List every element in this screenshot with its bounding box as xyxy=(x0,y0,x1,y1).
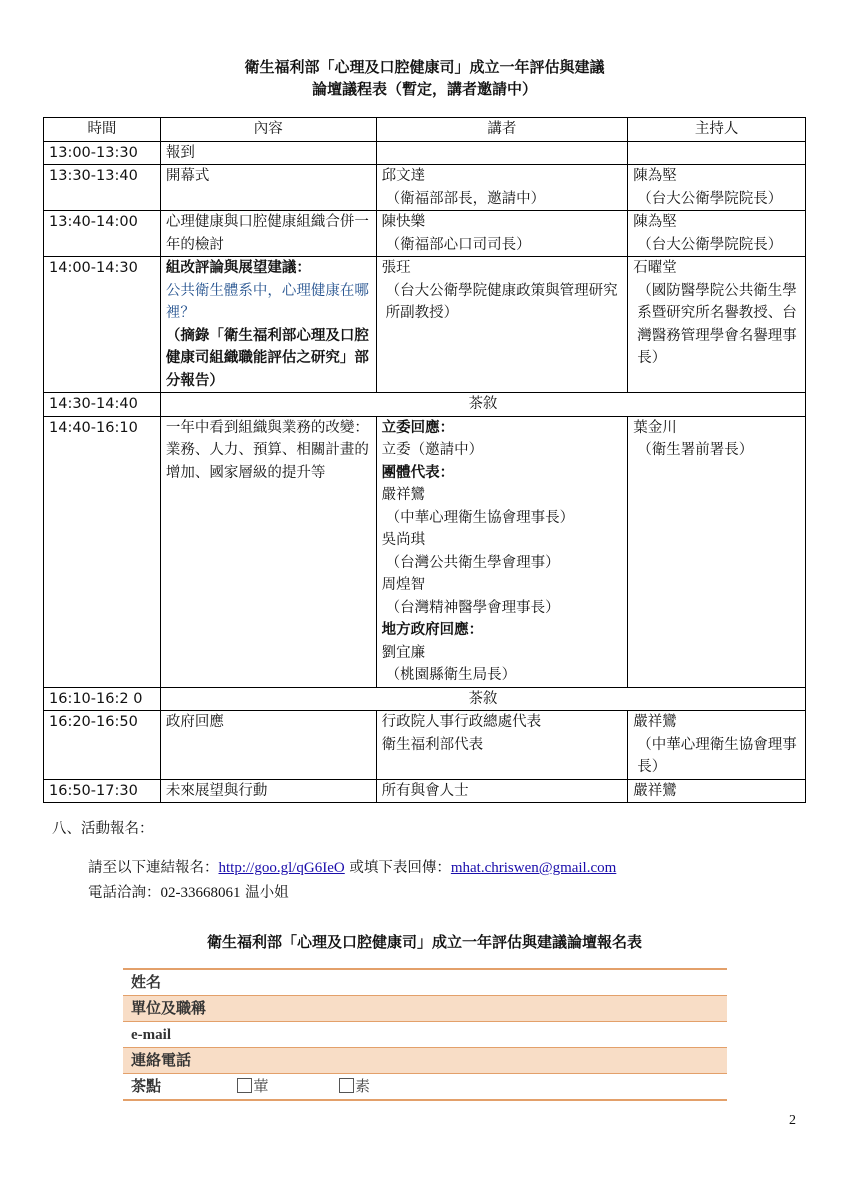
speaker-title: （台大公衛學院健康政策與管理研究所副教授） xyxy=(385,282,618,321)
document-title: 衛生福利部「心理及口腔健康司」成立一年評估與建議 xyxy=(244,58,605,76)
speaker-name: 行政院人事行政總處代表 xyxy=(381,714,542,730)
checkbox-icon[interactable] xyxy=(339,1078,354,1093)
time-cell: 14:00-14:30 xyxy=(44,257,161,393)
email-label: e-mail xyxy=(131,1027,171,1043)
table-row xyxy=(44,779,806,803)
table-row xyxy=(44,687,806,711)
form-title: 衛生福利部「心理及口腔健康司」成立一年評估與建議論壇報名表 xyxy=(206,933,642,951)
table-header-row xyxy=(44,118,806,142)
host-cell xyxy=(628,211,806,257)
host-title: （台大公衛學院院長） xyxy=(637,190,783,207)
form-row-email[interactable] xyxy=(123,1022,727,1048)
speaker-name: 嚴祥鸞 xyxy=(381,487,426,503)
host-title: （衛生署前署長） xyxy=(637,442,754,458)
speaker-cell xyxy=(376,257,628,393)
content-cell: 心理健康與口腔健康組織合併一年的檢討 xyxy=(160,211,376,257)
host-cell xyxy=(628,711,806,780)
speaker-cell xyxy=(376,211,628,257)
speaker-group-label: 立委回應： xyxy=(381,419,455,436)
host-cell xyxy=(628,165,806,211)
speaker-name: 吳尚琪 xyxy=(381,532,426,548)
host-name: 陳為堅 xyxy=(633,168,677,184)
speaker-name: 陳快樂 xyxy=(381,214,426,230)
time-cell: 13:40-14:00 xyxy=(44,211,161,257)
host-title: （中華心理衛生協會理事長） xyxy=(637,736,797,775)
speaker-title: （衛福部部長，邀請中） xyxy=(385,190,546,207)
speaker-title: （衛福部心口司司長） xyxy=(385,236,531,253)
header-speaker: 講者 xyxy=(376,118,628,142)
time-cell: 16:20-16:50 xyxy=(44,711,161,780)
registration-prefix: 請至以下連結報名： xyxy=(88,860,219,876)
content-cell: 未來展望與行動 xyxy=(160,779,376,803)
agenda-table xyxy=(43,117,806,803)
meat-option[interactable] xyxy=(237,1077,268,1095)
table-row xyxy=(44,211,806,257)
time-cell: 13:30-13:40 xyxy=(44,165,161,211)
host-cell xyxy=(628,257,806,393)
document-subtitle: 論壇議程表（暫定，講者邀請中） xyxy=(311,80,537,98)
content-note: （摘錄「衛生福利部心理及口腔健康司組織職能評估之研究」部分報告） xyxy=(165,327,369,389)
speaker-cell: 所有與會人士 xyxy=(376,779,628,803)
speaker-title: （桃園縣衛生局長） xyxy=(385,667,517,683)
speaker-title: （中華心理衛生協會理事長） xyxy=(385,509,575,526)
vegetarian-option-label: 素 xyxy=(354,1077,370,1095)
host-title: （台大公衛學院院長） xyxy=(637,236,783,253)
form-row-snack xyxy=(123,1074,727,1099)
header-content: 內容 xyxy=(160,118,376,142)
table-row xyxy=(44,393,806,417)
section-heading: 八、活動報名： xyxy=(52,821,154,837)
speaker-group-label: 地方政府回應： xyxy=(381,622,484,638)
speaker-cell xyxy=(376,141,628,165)
speaker-name: 張玨 xyxy=(381,260,411,276)
unit-label: 單位及職稱 xyxy=(131,999,207,1017)
speaker-cell xyxy=(376,416,628,687)
speaker-cell xyxy=(376,711,628,780)
table-row xyxy=(44,416,806,687)
meat-option-label: 葷 xyxy=(253,1077,269,1095)
form-row-unit[interactable] xyxy=(123,996,727,1022)
registration-middle: 或填下表回傳： xyxy=(344,860,451,876)
speaker-name: 立委（邀請中） xyxy=(381,442,484,458)
host-cell: 嚴祥鸞 xyxy=(628,779,806,803)
speaker-name: 邱文達 xyxy=(381,168,426,184)
time-cell: 13:00-13:30 xyxy=(44,141,161,165)
break-cell: 茶敘 xyxy=(160,687,805,711)
registration-form xyxy=(123,968,727,1101)
content-cell: 一年中看到組織與業務的改變：業務、人力、預算、相關計畫的增加、國家層級的提升等 xyxy=(160,416,376,687)
phone-line xyxy=(88,881,289,902)
phone-field-label: 連絡電話 xyxy=(131,1051,192,1069)
page-number: 2 xyxy=(789,1113,796,1128)
form-row-phone[interactable] xyxy=(123,1048,727,1074)
host-name: 石曜堂 xyxy=(633,260,677,276)
content-cell: 政府回應 xyxy=(160,711,376,780)
vegetarian-option[interactable] xyxy=(339,1077,370,1095)
header-time: 時間 xyxy=(44,118,161,142)
table-row xyxy=(44,711,806,780)
break-cell: 茶敘 xyxy=(160,393,805,417)
content-title: 組改評論與展望建議： xyxy=(165,260,311,276)
host-title: （國防醫學院公共衛生學系暨研究所名譽教授、台灣醫務管理學會名譽理事長） xyxy=(637,282,797,366)
time-cell: 16:50-17:30 xyxy=(44,779,161,803)
content-cell: 報到 xyxy=(160,141,376,165)
host-cell xyxy=(628,141,806,165)
snack-label: 茶點 xyxy=(131,1077,162,1095)
registration-line xyxy=(88,856,616,877)
host-cell xyxy=(628,416,806,687)
content-cell: 開幕式 xyxy=(160,165,376,211)
speaker-name: 衛生福利部代表 xyxy=(381,736,484,753)
host-name: 嚴祥鸞 xyxy=(633,714,677,730)
speaker-name: 劉宜廉 xyxy=(381,644,426,661)
phone-label: 電話洽詢： xyxy=(88,885,161,901)
content-question: 公共衛生體系中，心理健康在哪裡？ xyxy=(165,282,369,321)
time-cell: 14:30-14:40 xyxy=(44,393,161,417)
checkbox-icon[interactable] xyxy=(237,1078,252,1093)
phone-number: 02-33668061 xyxy=(160,885,241,901)
host-name: 葉金川 xyxy=(633,419,677,436)
content-cell xyxy=(160,257,376,393)
name-label: 姓名 xyxy=(131,973,162,991)
speaker-cell xyxy=(376,165,628,211)
registration-link[interactable]: http://goo.gl/qG6IeO xyxy=(218,860,345,876)
registration-email-link[interactable]: mhat.chriswen@gmail.com xyxy=(450,860,617,876)
form-row-name[interactable] xyxy=(123,970,727,996)
table-row xyxy=(44,141,806,165)
table-row xyxy=(44,165,806,211)
header-host: 主持人 xyxy=(628,118,806,142)
time-cell: 16:10-16:2 0 xyxy=(44,687,161,711)
speaker-group-label: 團體代表： xyxy=(381,464,455,481)
time-cell: 14:40-16:10 xyxy=(44,416,161,687)
speaker-title: （台灣精神醫學會理事長） xyxy=(385,599,560,616)
table-row xyxy=(44,257,806,393)
speaker-title: （台灣公共衛生學會理事） xyxy=(385,554,560,571)
contact-person: 温小姐 xyxy=(245,885,289,901)
speaker-name: 周煌智 xyxy=(381,577,426,593)
host-name: 陳為堅 xyxy=(633,214,677,230)
